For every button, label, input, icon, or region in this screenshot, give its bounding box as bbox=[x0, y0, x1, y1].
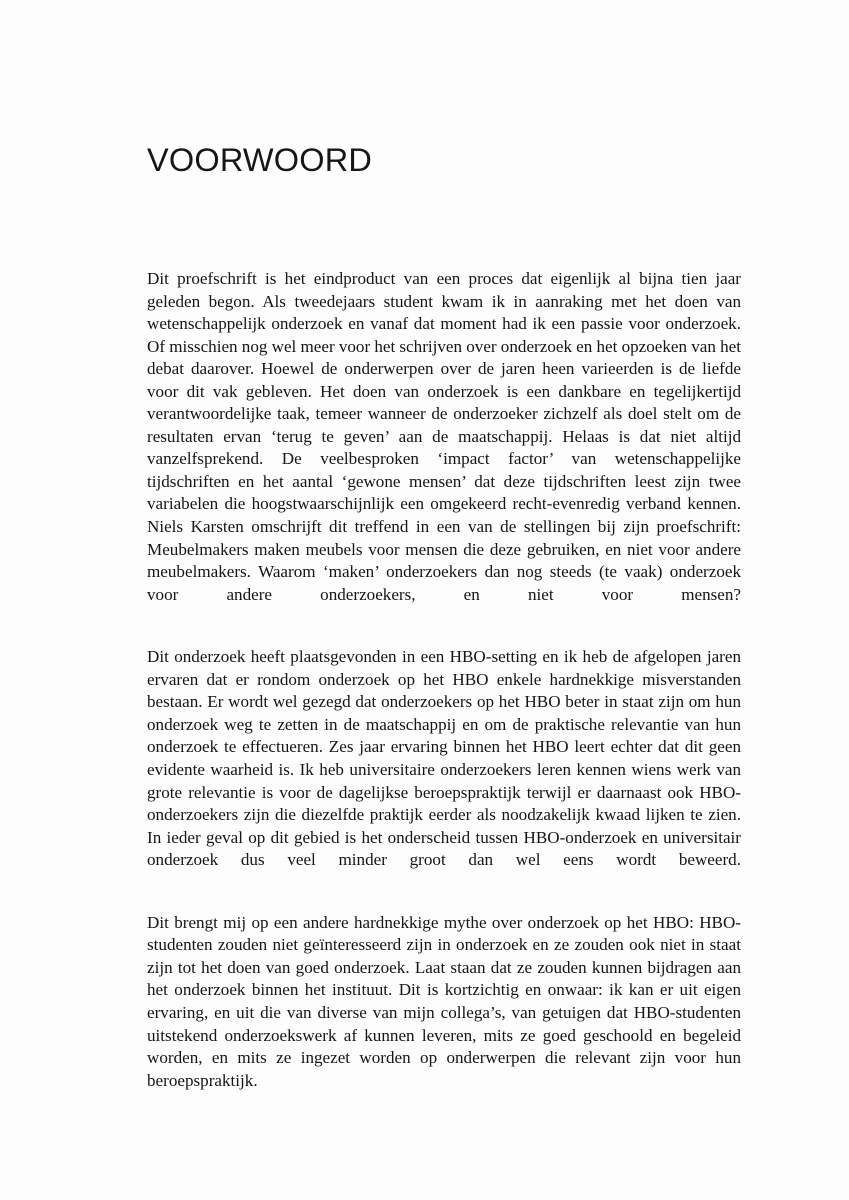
paragraph-3: Dit brengt mij op een andere hardnekkige mythe over onderzoek op het HBO: HBO-studenten zouden niet geïnteresseerd zijn in onderzoek en ze zouden ook niet in staat zijn tot het doen van goed onderzoek. Laat staan dat ze zouden kunnen bijdragen aan het onderzoek binnen het instituut. Dit is kortzichtig en onwaar: ik kan er uit eigen ervaring, en uit die van diverse van mijn collega’s, van getuigen dat HBO-studenten uitstekend onderzoekswerk af kunnen leveren, mits ze goed geschoold en begeleid worden, en mits ze ingezet worden op onderwerpen die relevant zijn voor hun beroepspraktijk. bbox=[147, 912, 741, 1090]
paragraph-1: Dit proefschrift is het eindproduct van een proces dat eigenlijk al bijna tien jaar geleden begon. Als tweedejaars student kwam ik in aanraking met het doen van wetenschappelijk onderzoek en vanaf dat moment had ik een passie voor onderzoek. Of misschien nog wel meer voor het schrijven over onderzoek en het opzoeken van het debat daarover. Hoewel de onderwerpen over de jaren heen varieerden is de liefde voor dit vak gebleven. Het doen van onderzoek is een dankbare en tegelijkertijd verantwoordelijke taak, temeer wanneer de onderzoeker zichzelf als doel stelt om de resultaten ervan ‘terug te geven’ aan de maatschappij. Helaas is dat niet altijd vanzelfsprekend. De veelbesproken ‘impact factor’ van wetenschappelijke tijdschriften en het aantal ‘gewone mensen’ dat deze tijdschriften leest zijn twee variabelen die hoogstwaarschijnlijk een omgekeerd recht-evenredig verband kennen. Niels Karsten omschrijft dit treffend in een van de stellingen bij zijn proefschrift: Meubelmakers maken meubels voor mensen die deze gebruiken, en niet voor andere meubelmakers. Waarom ‘maken’ onderzoekers dan nog steeds (te vaak) onderzoek voor andere onderzoekers, en niet voor mensen? bbox=[147, 269, 741, 604]
paragraph-2: Dit onderzoek heeft plaatsgevonden in een HBO-setting en ik heb de afgelopen jaren ervaren dat er rondom onderzoek op het HBO enkele hardnekkige misverstanden bestaan. Er wordt wel gezegd dat onderzoekers op het HBO beter in staat zijn om hun onderzoek weg te zetten in de maatschappij en om de praktische relevantie van hun onderzoek te effectueren. Zes jaar ervaring binnen het HBO leert echter dat dit geen evidente waarheid is. Ik heb universitaire onderzoekers leren kennen wiens werk van grote relevantie is voor de dagelijkse beroepspraktijk terwijl er daarnaast ook HBO-onderzoekers zijn die diezelfde praktijk eerder als noodzakelijk kwaad lijken te zien. In ieder geval op dit gebied is het onderscheid tussen HBO-onderzoek en universitair onderzoek dus veel minder groot dan wel eens wordt beweerd. bbox=[147, 647, 741, 870]
page-title: VOORWOORD bbox=[147, 141, 373, 178]
body-text-block bbox=[147, 268, 741, 1115]
